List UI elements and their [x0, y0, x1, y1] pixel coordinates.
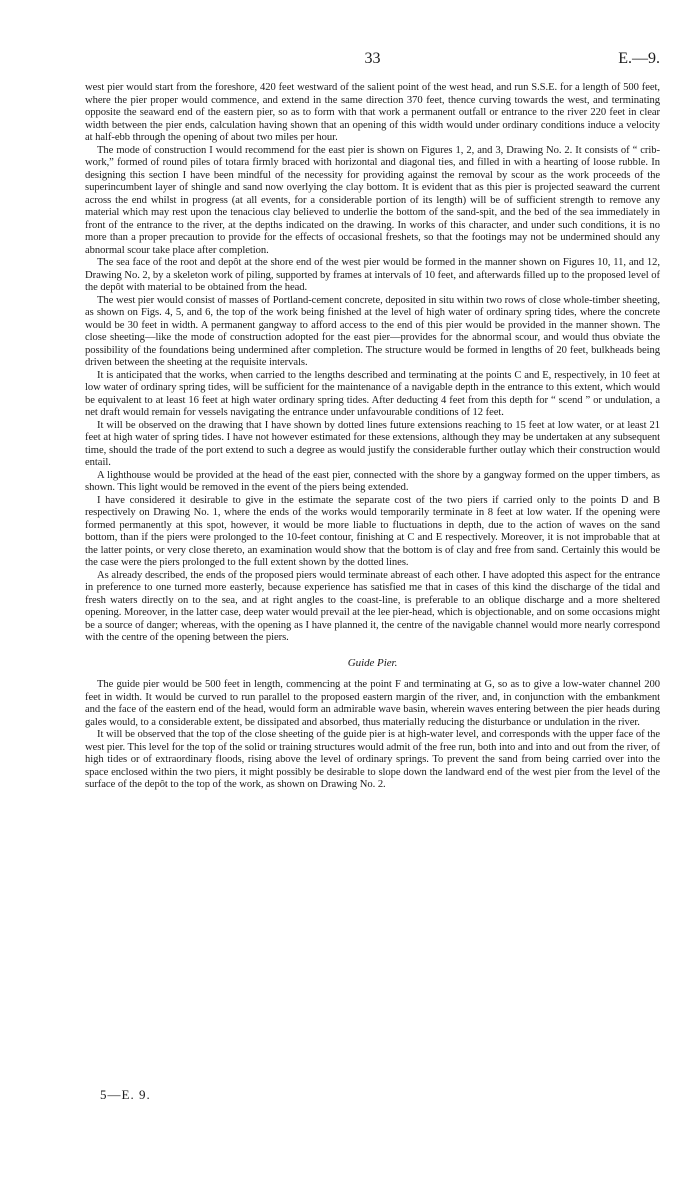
paragraph-east-pier-construction: The mode of construction I would recommend for the east pier is shown on Figures 1, 2, and 3, Drawing No. 2. It consists of “ crib-work,” formed of round piles of totara firmly braced with horizontal and diagonal ties, and filled in with a hearting of loose rubble. In designing this section I have been mindful of the necessity for providing against the removal by scour as the work proceeds of the superincumbent layer of shingle and sand now overlying the clay bottom. It is evident that as this pier is projected seaward the current across the end whilst in progress (at all events, for a considerable portion of its length) will be of sufficient strength to remove any material which may rest upon the tenacious clay believed to underlie the bottom of the sand-spit, and the bed of the sea immediately in front of the entrance to the river, at the depths indicated on the drawing. In works of this character, and under such conditions, it is no more than a proper precaution to provide for the effects of occasional freshets, so that the footings may not be undermined should any abnormal scour take place after completion. [85, 144, 660, 256]
paragraph-entrance-aspect: As already described, the ends of the proposed piers would terminate abreast of each other. I have adopted this aspect for the entrance in preference to one turned more easterly, because experience has satisfied me that in cases of this kind the discharge of the tidal and fresh waters directly on to the sea, and at right angles to the coast-line, is preferable to an oblique discharge and a more sheltered opening. Moreover, in the latter case, deep water would prevail at the lee pier-head, which is objectionable, and on some occasions might be a source of danger; whereas, with the opening as I have planned it, the centre of the navigable channel would more nearly correspond with the centre of the opening between the piers. [85, 569, 660, 643]
paragraph-navigable-depth: It is anticipated that the works, when carried to the lengths described and terminating at the points C and E, respectively, in 10 feet at low water of ordinary spring tides, will be sufficient for the maintenance of a navigable depth in the entrance to this extent, which would be equivalent to at least 16 feet at high water ordinary spring tides. After deducting 4 feet from this depth for “ scend ” or undulation, a net draft would remain for vessels navigating the entrance under unfavourable conditions of 12 feet. [85, 369, 660, 418]
paragraph-sea-face-depot: The sea face of the root and depôt at the shore end of the west pier would be formed in the manner shown on Figures 10, 11, and 12, Drawing No. 2, by a skeleton work of piling, supported by frames at intervals of 10 feet, and afterwards filled up to the proposed level of the depôt with material to be obtained from the head. [85, 257, 660, 293]
paragraph-separate-cost: I have considered it desirable to give in the estimate the separate cost of the two piers if carried only to the points D and B respectively on Drawing No. 1, where the ends of the works would temporarily terminate in 8 feet at low water. If the opening were formed permanently at this spot, however, it would be more liable to fluctuations in depth, due to the action of waves on the sand bottom, than if the piers were prolonged to the 10-feet contour, finishing at C and E respectively. Moreover, it is not improbable that at the latter points, or very close thereto, an examination would show that the bottom is of clay and free from sand. Certainly this would be the case were the piers prolonged to the full extent shown by the dotted lines. [85, 494, 660, 568]
body-text [85, 82, 660, 792]
paragraph-lighthouse: A lighthouse would be provided at the head of the east pier, connected with the shore by a gangway formed on the upper timbers, as shown. This light would be removed in the event of the piers being extended. [85, 469, 660, 493]
paragraph-guide-pier-sheeting: It will be observed that the top of the close sheeting of the guide pier is at high-water level, and corresponds with the upper face of the west pier. This level for the top of the solid or training structures would admit of the free run, both into and into and out from the river, of high tides or of extraordinary floods, rising above the level of ordinary springs. To prevent the sand from being carried over into the space enclosed within the two piers, it might possibly be desirable to slope down the landward end of the west pier from the level of the surface of the depôt to the top of the work, as shown on Drawing No. 2. [85, 729, 660, 790]
section-heading-guide-pier: Guide Pier. [347, 656, 398, 669]
page-signature: 5—E. 9. [100, 1087, 151, 1102]
page-header [85, 50, 660, 70]
paragraph-future-extensions: It will be observed on the drawing that I have shown by dotted lines future extensions reaching to 15 feet at low water, or at least 21 feet at high water of spring tides. I have not however estimated for these extensions, although they may be undertaken at any subsequent time, should the trade of the port extend to such a degree as would justify the considerable further outlay which their construction would entail. [85, 419, 660, 468]
page-number: 33 [364, 50, 381, 67]
paragraph-west-pier-concrete: The west pier would consist of masses of Portland-cement concrete, deposited in situ within two rows of close whole-timber sheeting, as shown on Figs. 4, 5, and 6, the top of the work being finished at the level of high water of ordinary spring tides, where the concrete would be 30 feet in width. A permanent gangway to afford access to the end of this pier would be provided in the manner shown. The close sheeting—like the mode of construction adopted for the east pier—provides for the abnormal scour, and would thus obviate the possibility of the foundations being undermined after completion. The structure would be formed in lengths of 20 feet, bulkheads being driven between the sheeting at the requisite intervals. [85, 294, 660, 368]
paragraph-guide-pier-length: The guide pier would be 500 feet in length, commencing at the point F and terminating at G, so as to give a low-water channel 200 feet in width. It would be curved to run parallel to the proposed eastern margin of the river, and, in conjunction with the embankment and the face of the eastern end of the head, would form an admirable wave basin, wherein waves entering between the pier heads during gales would, to a considerable extent, be dissipated and absorbed, thus materially reducing the disturbance or undulation in the river. [85, 679, 660, 728]
paragraph-west-pier-route: west pier would start from the foreshore, 420 feet westward of the salient point of the west head, and run S.S.E. for a length of 500 feet, where the pier proper would commence, and extend in the same direction 370 feet, thence curving towards the west, and terminating opposite the seaward end of the eastern pier, so as to form with that work a permanent outfall or entrance to the river 220 feet in clear width between the pier ends, calculation having shown that an opening of this width would under ordinary conditions induce a velocity at half-ebb through the opening of about two miles per hour. [85, 82, 660, 143]
report-reference: E.—9. [618, 50, 660, 67]
